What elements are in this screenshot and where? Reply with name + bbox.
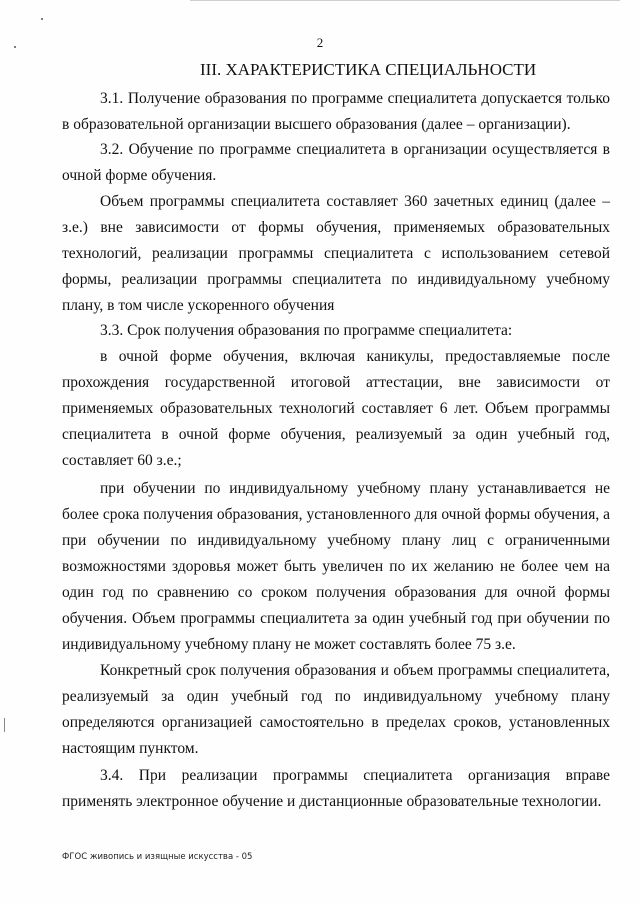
page-number: 2: [316, 35, 324, 50]
scan-speck: [41, 18, 43, 20]
scan-speck: [4, 718, 5, 732]
paragraph-3-1: 3.1. Получение образования по программе специалитета допускается только в образовательной организации высшего образования (далее – организации).: [62, 90, 610, 133]
paragraph-3-3: 3.3. Срок получения образования по программе специалитета:: [100, 322, 513, 339]
scan-edge: [190, 0, 620, 1]
paragraph-volume: Объем программы специалитета составляет 360 зачетных единиц (далее – з.е.) вне зависимости от формы обучения, применяемых образовательных технологий, реализации программы специалитета с использованием сетевой формы, реализации программы специалитета по индивидуальному учебному плану, в том числе ускоренного обучения: [62, 193, 610, 314]
section-heading: III. ХАРАКТЕРИСТИКА СПЕЦИАЛЬНОСТИ: [200, 60, 537, 79]
paragraph-3-2: 3.2. Обучение по программе специалитета в организации осуществляется в очной форме обучения.: [62, 141, 610, 184]
paragraph-full-time: в очной форме обучения, включая каникулы, предоставляемые после прохождения государственной итоговой аттестации, вне зависимости от применяемых образовательных технологий составляет 6 лет. Объем программы специалитета в очной форме обучения, реализуемый за один учебный год, составляет 60 з.е.;: [62, 348, 610, 469]
page-footer: ФГОС живопись и изящные искусства - 05: [62, 852, 253, 862]
paragraph-individual-plan: при обучении по индивидуальному учебному плану устанавливается не более срока получения образования, установленного для очной формы обучения, а при обучении по индивидуальному учебному плану лиц с ограниченными возможностями здоровья может быть увеличен по их желанию не более чем на один год по сравнению со сроком получения образования для очной формы обучения. Объем программы специалитета за один учебный год при обучении по индивидуальному учебному плану не может составлять более 75 з.е.: [62, 480, 610, 653]
paragraph-specific-term: Конкретный срок получения образования и объем программы специалитета, реализуемый за один учебный год по индивидуальному учебному плану определяются организацией самостоятельно в пределах сроков, установленных настоящим пунктом.: [62, 662, 610, 757]
paragraph-3-4: 3.4. При реализации программы специалитета организация вправе применять электронное обучение и дистанционные образовательные технологии.: [62, 767, 610, 810]
